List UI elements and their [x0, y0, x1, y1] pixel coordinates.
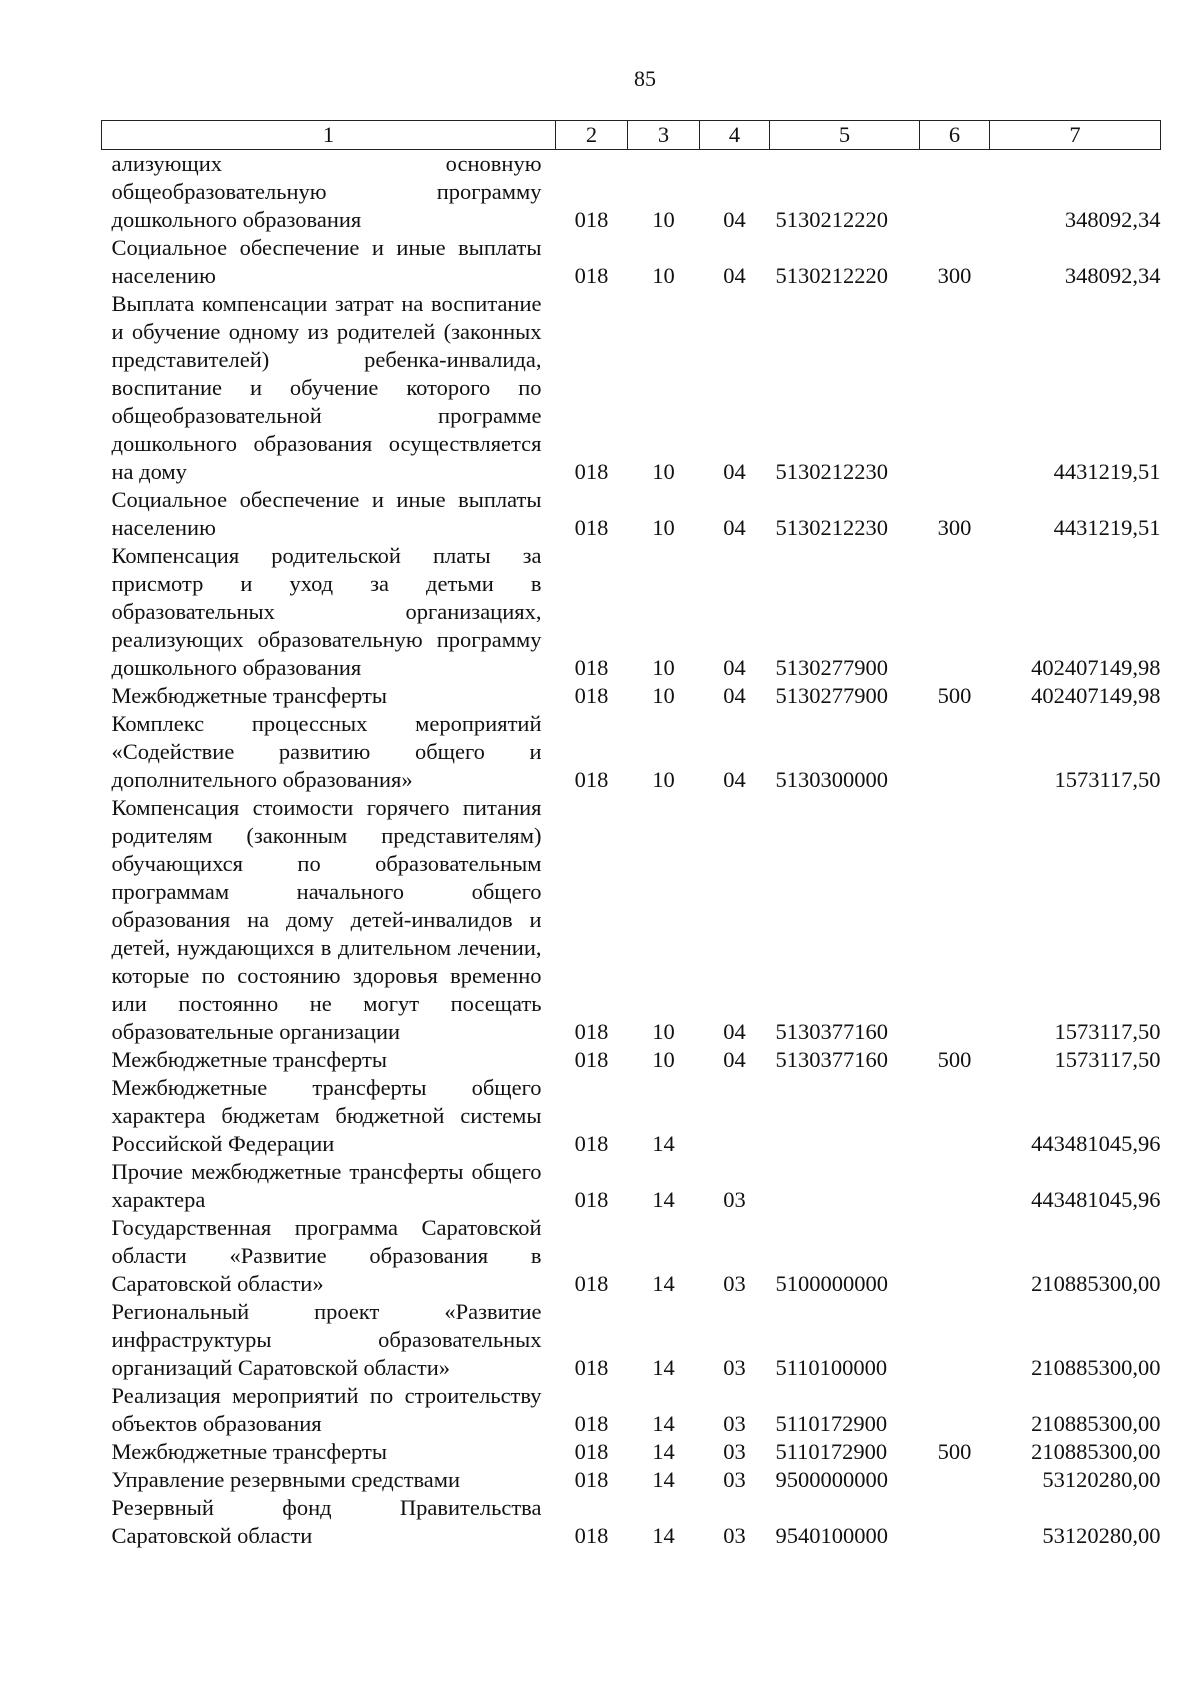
target-article-code: 5130377160: [775, 1047, 888, 1072]
subsection-code: 04: [723, 207, 746, 232]
amount: 1573117,50: [1054, 1019, 1161, 1044]
amount: 1573117,50: [1054, 767, 1161, 792]
section-code: 14: [652, 1467, 675, 1492]
table-row: [102, 486, 1161, 542]
ministry-code: 018: [574, 1187, 609, 1212]
table-row: [102, 682, 1161, 710]
budget-table: [101, 120, 1161, 1550]
table-body: [102, 150, 1161, 1551]
table-row: [102, 794, 1161, 1046]
target-article-code: 5130277900: [775, 683, 888, 708]
table-row: [102, 1046, 1161, 1074]
expense-type-code: 500: [937, 1047, 972, 1072]
subsection-code: 03: [723, 1467, 746, 1492]
table-row: [102, 1298, 1161, 1382]
ministry-code: 018: [574, 1131, 609, 1156]
target-article-code: 5130212220: [775, 207, 888, 232]
section-code: 14: [652, 1523, 675, 1548]
subsection-code: 04: [723, 1019, 746, 1044]
subsection-code: 04: [723, 655, 746, 680]
row-description: Межбюджетные трансферты: [111, 683, 387, 708]
row-description: Комплекс процессных мероприятий «Содействие развитию общего и дополнительного образования»: [111, 711, 542, 792]
table-row: [102, 290, 1161, 486]
ministry-code: 018: [574, 515, 609, 540]
target-article-code: 5100000000: [775, 1271, 888, 1296]
expense-type-code: [920, 1382, 990, 1438]
amount: 4431219,51: [1053, 515, 1161, 540]
expense-type-code: 500: [937, 1439, 972, 1464]
target-article-code: 5130277900: [775, 655, 888, 680]
table-row: [102, 1466, 1161, 1494]
subsection-code: 03: [723, 1187, 746, 1212]
subsection-code: 04: [723, 459, 746, 484]
table-row: [102, 1494, 1161, 1550]
ministry-code: 018: [574, 1467, 609, 1492]
expense-type-code: [920, 1074, 990, 1158]
ministry-code: 018: [574, 1355, 609, 1380]
section-code: 14: [652, 1355, 675, 1380]
table-row: [102, 1074, 1161, 1158]
amount: 348092,34: [1064, 207, 1161, 232]
row-description: Компенсация родительской платы за присмотр и уход за детьми в образовательных организациях, реализующих образовательную программу дошкольного образования: [111, 543, 542, 680]
row-description: Реализация мероприятий по строительству объектов образования: [111, 1383, 542, 1436]
table-row: [102, 1438, 1161, 1466]
expense-type-code: [920, 1158, 990, 1214]
target-article-code: 5130377160: [775, 1019, 888, 1044]
target-article-code: 5110100000: [775, 1355, 888, 1380]
page-number: 85: [634, 66, 656, 91]
expense-type-code: [920, 1298, 990, 1382]
section-code: 10: [652, 1019, 675, 1044]
expense-type-code: [920, 1466, 990, 1494]
target-article-code: 5130212220: [775, 263, 888, 288]
ministry-code: 018: [574, 207, 609, 232]
amount: 210885300,00: [1031, 1355, 1161, 1380]
ministry-code: 018: [574, 459, 609, 484]
amount: 210885300,00: [1031, 1411, 1161, 1436]
row-description: Социальное обеспечение и иные выплаты населению: [111, 235, 542, 288]
amount: 210885300,00: [1031, 1271, 1161, 1296]
row-description: Социальное обеспечение и иные выплаты населению: [111, 487, 542, 540]
ministry-code: 018: [574, 263, 609, 288]
expense-type-code: [920, 710, 990, 794]
subsection-code: [700, 1074, 770, 1158]
section-code: 10: [652, 459, 675, 484]
ministry-code: 018: [574, 1411, 609, 1436]
ministry-code: 018: [574, 1047, 609, 1072]
row-description: Резервный фонд Правительства Саратовской области: [111, 1495, 542, 1548]
target-article-code: 9500000000: [775, 1467, 888, 1492]
subsection-code: 03: [723, 1355, 746, 1380]
target-article-code: 5110172900: [775, 1411, 888, 1436]
expense-type-code: [920, 794, 990, 1046]
section-code: 10: [652, 655, 675, 680]
expense-type-code: [920, 290, 990, 486]
section-code: 14: [652, 1271, 675, 1296]
target-article-code: 5130212230: [775, 515, 888, 540]
target-article-code: 9540100000: [775, 1523, 888, 1548]
ministry-code: 018: [574, 1019, 609, 1044]
column-header: 5: [770, 121, 920, 150]
table-header-row: [102, 121, 1161, 150]
section-code: 14: [652, 1411, 675, 1436]
ministry-code: 018: [574, 1523, 609, 1548]
section-code: 14: [652, 1131, 675, 1156]
ministry-code: 018: [574, 767, 609, 792]
amount: 53120280,00: [1042, 1523, 1161, 1548]
subsection-code: 04: [723, 767, 746, 792]
row-description: Государственная программа Саратовской области «Развитие образования в Саратовской области»: [111, 1215, 542, 1296]
target-article-code: 5130300000: [775, 767, 888, 792]
subsection-code: 04: [723, 1047, 746, 1072]
section-code: 10: [652, 263, 675, 288]
target-article-code: 5110172900: [775, 1439, 888, 1464]
section-code: 10: [652, 1047, 675, 1072]
table-row: [102, 150, 1161, 235]
column-header: 6: [920, 121, 990, 150]
subsection-code: 04: [723, 515, 746, 540]
target-article-code: [770, 1158, 920, 1214]
column-header: 1: [102, 121, 556, 150]
row-description: Межбюджетные трансферты: [111, 1439, 387, 1464]
amount: 443481045,96: [1031, 1131, 1161, 1156]
section-code: 10: [652, 207, 675, 232]
row-description: Региональный проект «Развитие инфраструктуры образовательных организаций Саратовской области»: [111, 1299, 542, 1380]
section-code: 10: [652, 767, 675, 792]
section-code: 14: [652, 1439, 675, 1464]
target-article-code: 5130212230: [775, 459, 888, 484]
amount: 402407149,98: [1031, 683, 1161, 708]
amount: 348092,34: [1064, 263, 1161, 288]
table-row: [102, 1158, 1161, 1214]
subsection-code: 04: [723, 263, 746, 288]
row-description: Управление резервными средствами: [111, 1467, 461, 1492]
expense-type-code: [920, 1494, 990, 1550]
expense-type-code: [920, 1214, 990, 1298]
expense-type-code: [920, 150, 990, 235]
amount: 1573117,50: [1054, 1047, 1161, 1072]
column-header: 4: [700, 121, 770, 150]
row-description: Межбюджетные трансферты: [111, 1047, 387, 1072]
ministry-code: 018: [574, 1439, 609, 1464]
target-article-code: [770, 1074, 920, 1158]
section-code: 10: [652, 515, 675, 540]
expense-type-code: 300: [937, 263, 972, 288]
amount: 53120280,00: [1042, 1467, 1161, 1492]
amount: 402407149,98: [1031, 655, 1161, 680]
section-code: 14: [652, 1187, 675, 1212]
column-header: 3: [628, 121, 700, 150]
ministry-code: 018: [574, 683, 609, 708]
row-description: Межбюджетные трансферты общего характера бюджетам бюджетной системы Российской Федерации: [111, 1075, 542, 1156]
ministry-code: 018: [574, 655, 609, 680]
subsection-code: 03: [723, 1271, 746, 1296]
subsection-code: 03: [723, 1411, 746, 1436]
amount: 210885300,00: [1031, 1439, 1161, 1464]
amount: 4431219,51: [1053, 459, 1161, 484]
table-row: [102, 710, 1161, 794]
row-description: Выплата компенсации затрат на воспитание и обучение одному из родителей (законных представителей) ребенка-инвалида, воспитание и обучение которого по общеобразовательной программе дошкольного образования осуществляется на дому: [111, 291, 542, 484]
subsection-code: 03: [723, 1523, 746, 1548]
section-code: 10: [652, 683, 675, 708]
subsection-code: 04: [723, 683, 746, 708]
subsection-code: 03: [723, 1439, 746, 1464]
row-description: Прочие межбюджетные трансферты общего характера: [111, 1159, 542, 1212]
table-row: [102, 542, 1161, 682]
column-header: 2: [556, 121, 628, 150]
table-row: [102, 1214, 1161, 1298]
expense-type-code: 500: [937, 683, 972, 708]
column-header: 7: [990, 121, 1161, 150]
table-row: [102, 1382, 1161, 1438]
row-description: ализующих основную общеобразовательную программу дошкольного образования: [111, 151, 542, 232]
amount: 443481045,96: [1031, 1187, 1161, 1212]
row-description: Компенсация стоимости горячего питания родителям (законным представителям) обучающихся по образовательным программам начального общего образования на дому детей-инвалидов и детей, нуждающихся в длительном лечении, которые по состоянию здоровья временно или постоянно не могут посещать образовательные организации: [111, 795, 542, 1044]
expense-type-code: 300: [937, 515, 972, 540]
expense-type-code: [920, 542, 990, 682]
ministry-code: 018: [574, 1271, 609, 1296]
table-row: [102, 234, 1161, 290]
